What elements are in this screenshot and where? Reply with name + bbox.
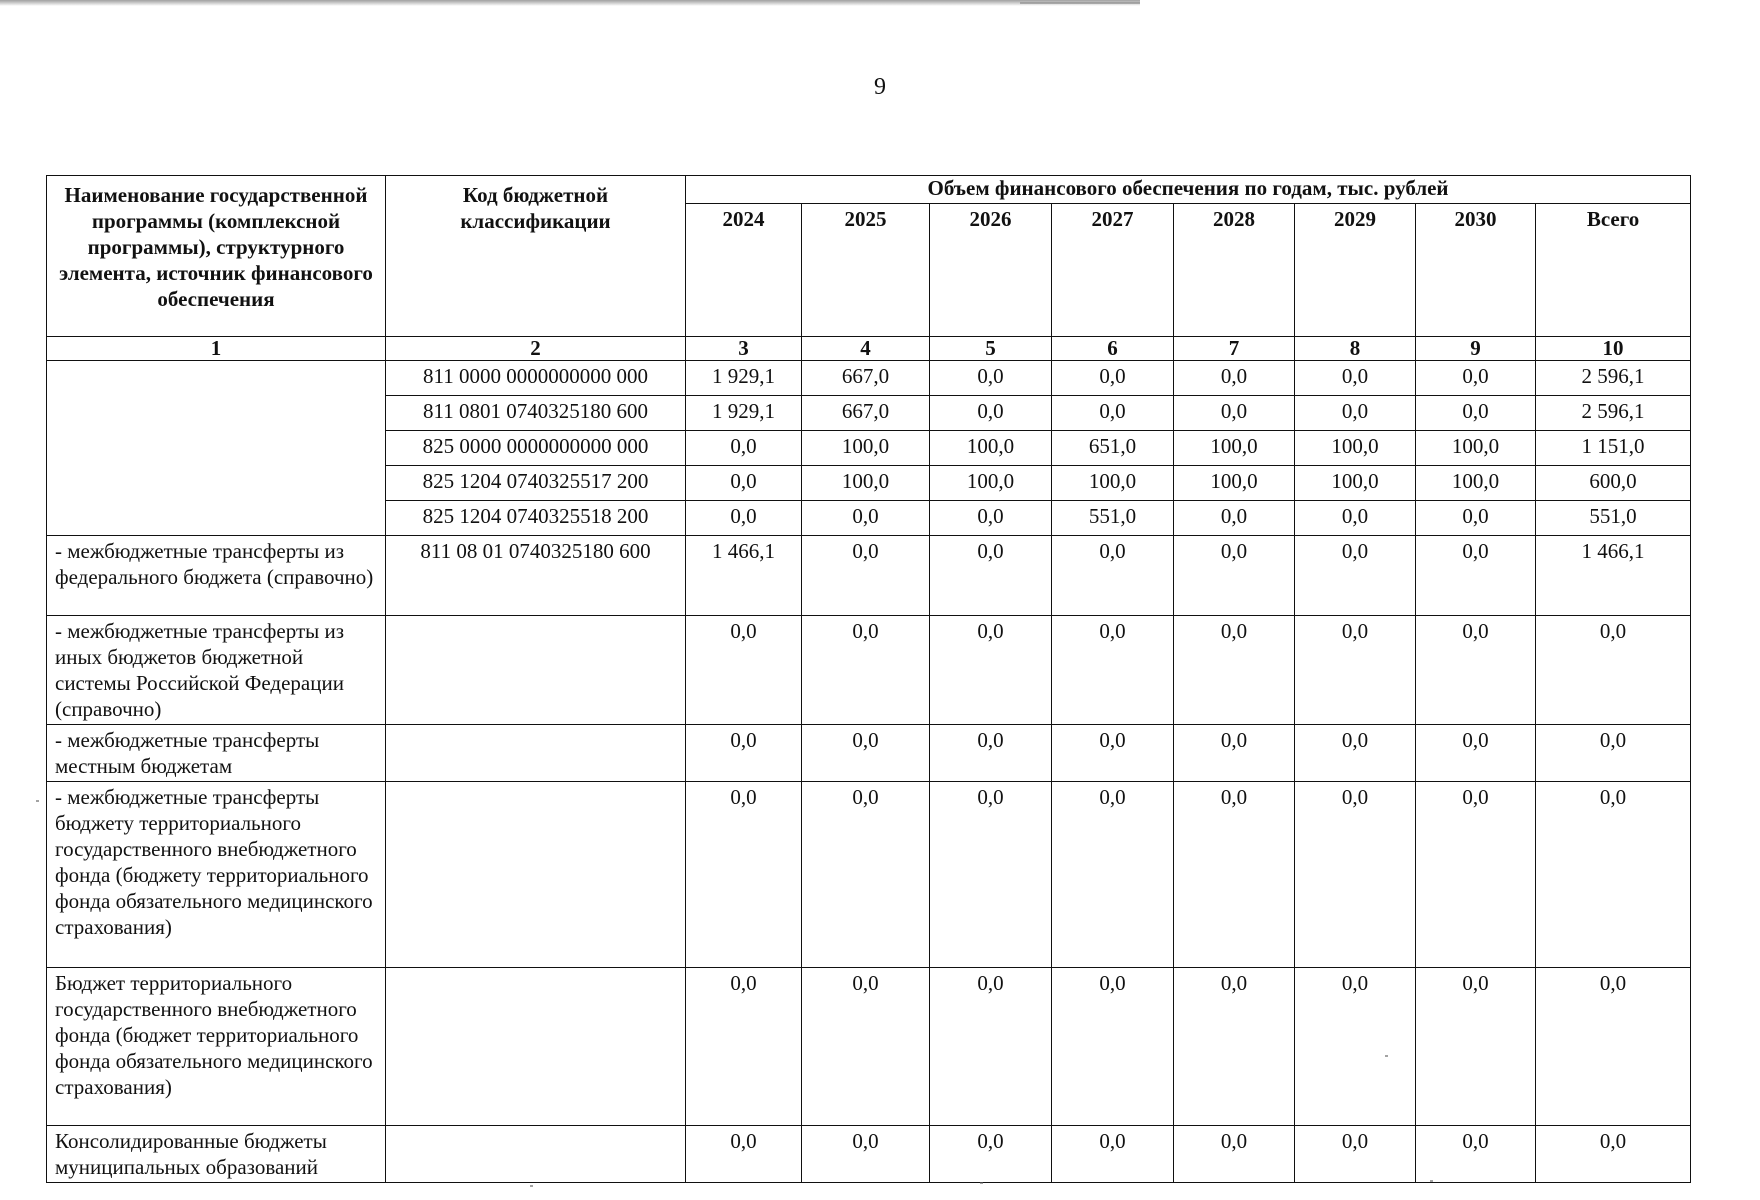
value-cell: 100,0	[802, 431, 930, 466]
value-cell: 0,0	[1174, 536, 1295, 616]
row-name: - межбюджетные трансферты бюджету территориального государственного внебюджетного фонда (бюджету территориального фонда обязательного медицинского страхования)	[47, 782, 386, 968]
total-cell: 0,0	[1536, 782, 1691, 968]
value-cell: 100,0	[1295, 431, 1416, 466]
value-cell: 0,0	[1416, 1126, 1536, 1183]
value-cell: 100,0	[930, 466, 1052, 501]
value-cell: 0,0	[802, 782, 930, 968]
row-name: Бюджет территориального государственного внебюджетного фонда (бюджет территориального фонда обязательного медицинского страхования)	[47, 968, 386, 1126]
row-code: 811 08 01 0740325180 600	[386, 536, 686, 616]
value-cell: 1 929,1	[686, 396, 802, 431]
header-year: 2030	[1416, 204, 1536, 337]
header-year: 2029	[1295, 204, 1416, 337]
value-cell: 0,0	[1416, 782, 1536, 968]
value-cell: 100,0	[1295, 466, 1416, 501]
value-cell: 0,0	[1052, 725, 1174, 782]
column-number: 2	[386, 337, 686, 361]
total-cell: 0,0	[1536, 616, 1691, 725]
value-cell: 0,0	[802, 501, 930, 536]
value-cell: 0,0	[686, 616, 802, 725]
value-cell: 0,0	[1174, 501, 1295, 536]
header-year: 2028	[1174, 204, 1295, 337]
total-cell: 1 151,0	[1536, 431, 1691, 466]
header-code-column: Код бюджетной классификации	[386, 176, 686, 337]
value-cell: 100,0	[802, 466, 930, 501]
column-number: 5	[930, 337, 1052, 361]
value-cell: 0,0	[1416, 725, 1536, 782]
value-cell: 0,0	[686, 466, 802, 501]
value-cell: 0,0	[1052, 1126, 1174, 1183]
value-cell: 0,0	[1174, 361, 1295, 396]
row-code: 825 0000 0000000000 000	[386, 431, 686, 466]
column-number: 7	[1174, 337, 1295, 361]
row-name: Консолидированные бюджеты муниципальных образований	[47, 1126, 386, 1183]
total-cell: 0,0	[1536, 1126, 1691, 1183]
value-cell: 0,0	[1295, 616, 1416, 725]
row-name: - межбюджетные трансферты из федерального бюджета (справочно)	[47, 536, 386, 616]
value-cell: 0,0	[1174, 616, 1295, 725]
header-year: 2027	[1052, 204, 1174, 337]
total-cell: 2 596,1	[1536, 361, 1691, 396]
value-cell: 0,0	[686, 782, 802, 968]
column-number: 6	[1052, 337, 1174, 361]
total-cell: 600,0	[1536, 466, 1691, 501]
value-cell: 0,0	[1295, 1126, 1416, 1183]
value-cell: 0,0	[1295, 361, 1416, 396]
value-cell: 0,0	[686, 725, 802, 782]
row-code: 825 1204 0740325517 200	[386, 466, 686, 501]
value-cell: 0,0	[930, 536, 1052, 616]
value-cell: 0,0	[1174, 968, 1295, 1126]
value-cell: 0,0	[930, 1126, 1052, 1183]
total-cell: 0,0	[1536, 968, 1691, 1126]
value-cell: 100,0	[1174, 466, 1295, 501]
scan-speck	[980, 1182, 983, 1184]
value-cell: 0,0	[1174, 396, 1295, 431]
row-code	[386, 1126, 686, 1183]
value-cell: 0,0	[1416, 616, 1536, 725]
header-year: 2024	[686, 204, 802, 337]
value-cell: 100,0	[1174, 431, 1295, 466]
value-cell: 0,0	[686, 501, 802, 536]
scan-speck	[36, 800, 39, 802]
value-cell: 0,0	[1052, 782, 1174, 968]
value-cell: 0,0	[930, 361, 1052, 396]
table-row	[47, 361, 1691, 396]
value-cell: 0,0	[1416, 536, 1536, 616]
value-cell: 0,0	[802, 725, 930, 782]
value-cell: 0,0	[1295, 725, 1416, 782]
column-number: 4	[802, 337, 930, 361]
value-cell: 0,0	[802, 968, 930, 1126]
value-cell: 651,0	[1052, 431, 1174, 466]
value-cell: 0,0	[1174, 782, 1295, 968]
value-cell: 0,0	[686, 968, 802, 1126]
table-row	[47, 968, 1691, 1126]
value-cell: 0,0	[1295, 968, 1416, 1126]
value-cell: 667,0	[802, 361, 930, 396]
value-cell: 0,0	[1174, 1126, 1295, 1183]
value-cell: 0,0	[1052, 536, 1174, 616]
value-cell: 0,0	[1416, 501, 1536, 536]
table-row	[47, 536, 1691, 616]
header-year: 2025	[802, 204, 930, 337]
column-number: 8	[1295, 337, 1416, 361]
column-number: 3	[686, 337, 802, 361]
value-cell: 0,0	[930, 968, 1052, 1126]
value-cell: 1 929,1	[686, 361, 802, 396]
column-number: 1	[47, 337, 386, 361]
row-name-blank	[47, 361, 386, 536]
row-code: 811 0000 0000000000 000	[386, 361, 686, 396]
financing-table	[46, 175, 1691, 1183]
value-cell: 0,0	[1295, 396, 1416, 431]
value-cell: 0,0	[802, 1126, 930, 1183]
total-cell: 1 466,1	[1536, 536, 1691, 616]
value-cell: 0,0	[1416, 396, 1536, 431]
scan-edge-line	[0, 0, 1140, 6]
row-code: 811 0801 0740325180 600	[386, 396, 686, 431]
value-cell: 0,0	[802, 536, 930, 616]
column-number: 10	[1536, 337, 1691, 361]
value-cell: 0,0	[930, 616, 1052, 725]
value-cell: 0,0	[1416, 968, 1536, 1126]
row-name: - межбюджетные трансферты местным бюджетам	[47, 725, 386, 782]
value-cell: 0,0	[1295, 782, 1416, 968]
value-cell: 0,0	[930, 782, 1052, 968]
value-cell: 0,0	[686, 431, 802, 466]
scan-speck	[530, 1185, 533, 1187]
value-cell: 551,0	[1052, 501, 1174, 536]
value-cell: 0,0	[930, 396, 1052, 431]
value-cell: 0,0	[1052, 968, 1174, 1126]
value-cell: 100,0	[1416, 431, 1536, 466]
header-volume-group: Объем финансового обеспечения по годам, тыс. рублей	[686, 176, 1691, 204]
value-cell: 100,0	[1052, 466, 1174, 501]
row-code	[386, 616, 686, 725]
total-cell: 551,0	[1536, 501, 1691, 536]
scan-speck	[1430, 1180, 1433, 1182]
table-row	[47, 616, 1691, 725]
total-cell: 0,0	[1536, 725, 1691, 782]
value-cell: 100,0	[930, 431, 1052, 466]
value-cell: 0,0	[930, 501, 1052, 536]
scan-speck	[1385, 1055, 1388, 1057]
column-number: 9	[1416, 337, 1536, 361]
page-number: 9	[874, 74, 886, 100]
header-name-column: Наименование государственной программы (комплексной программы), структурного элемента, источник финансового обеспечения	[47, 176, 386, 337]
value-cell: 0,0	[1052, 361, 1174, 396]
row-code: 825 1204 0740325518 200	[386, 501, 686, 536]
value-cell: 0,0	[1174, 725, 1295, 782]
scan-edge-mark	[1020, 2, 1140, 4]
row-name: - межбюджетные трансферты из иных бюджетов бюджетной системы Российской Федерации (справочно)	[47, 616, 386, 725]
row-code	[386, 782, 686, 968]
header-year: 2026	[930, 204, 1052, 337]
value-cell: 0,0	[686, 1126, 802, 1183]
value-cell: 0,0	[1295, 536, 1416, 616]
row-code	[386, 968, 686, 1126]
value-cell: 667,0	[802, 396, 930, 431]
total-cell: 2 596,1	[1536, 396, 1691, 431]
table-row	[47, 725, 1691, 782]
value-cell: 100,0	[1416, 466, 1536, 501]
value-cell: 0,0	[802, 616, 930, 725]
header-total: Всего	[1536, 204, 1691, 337]
value-cell: 0,0	[1052, 396, 1174, 431]
value-cell: 0,0	[1052, 616, 1174, 725]
value-cell: 0,0	[1295, 501, 1416, 536]
table-row	[47, 782, 1691, 968]
value-cell: 0,0	[1416, 361, 1536, 396]
row-code	[386, 725, 686, 782]
value-cell: 0,0	[930, 725, 1052, 782]
value-cell: 1 466,1	[686, 536, 802, 616]
table-row	[47, 1126, 1691, 1183]
